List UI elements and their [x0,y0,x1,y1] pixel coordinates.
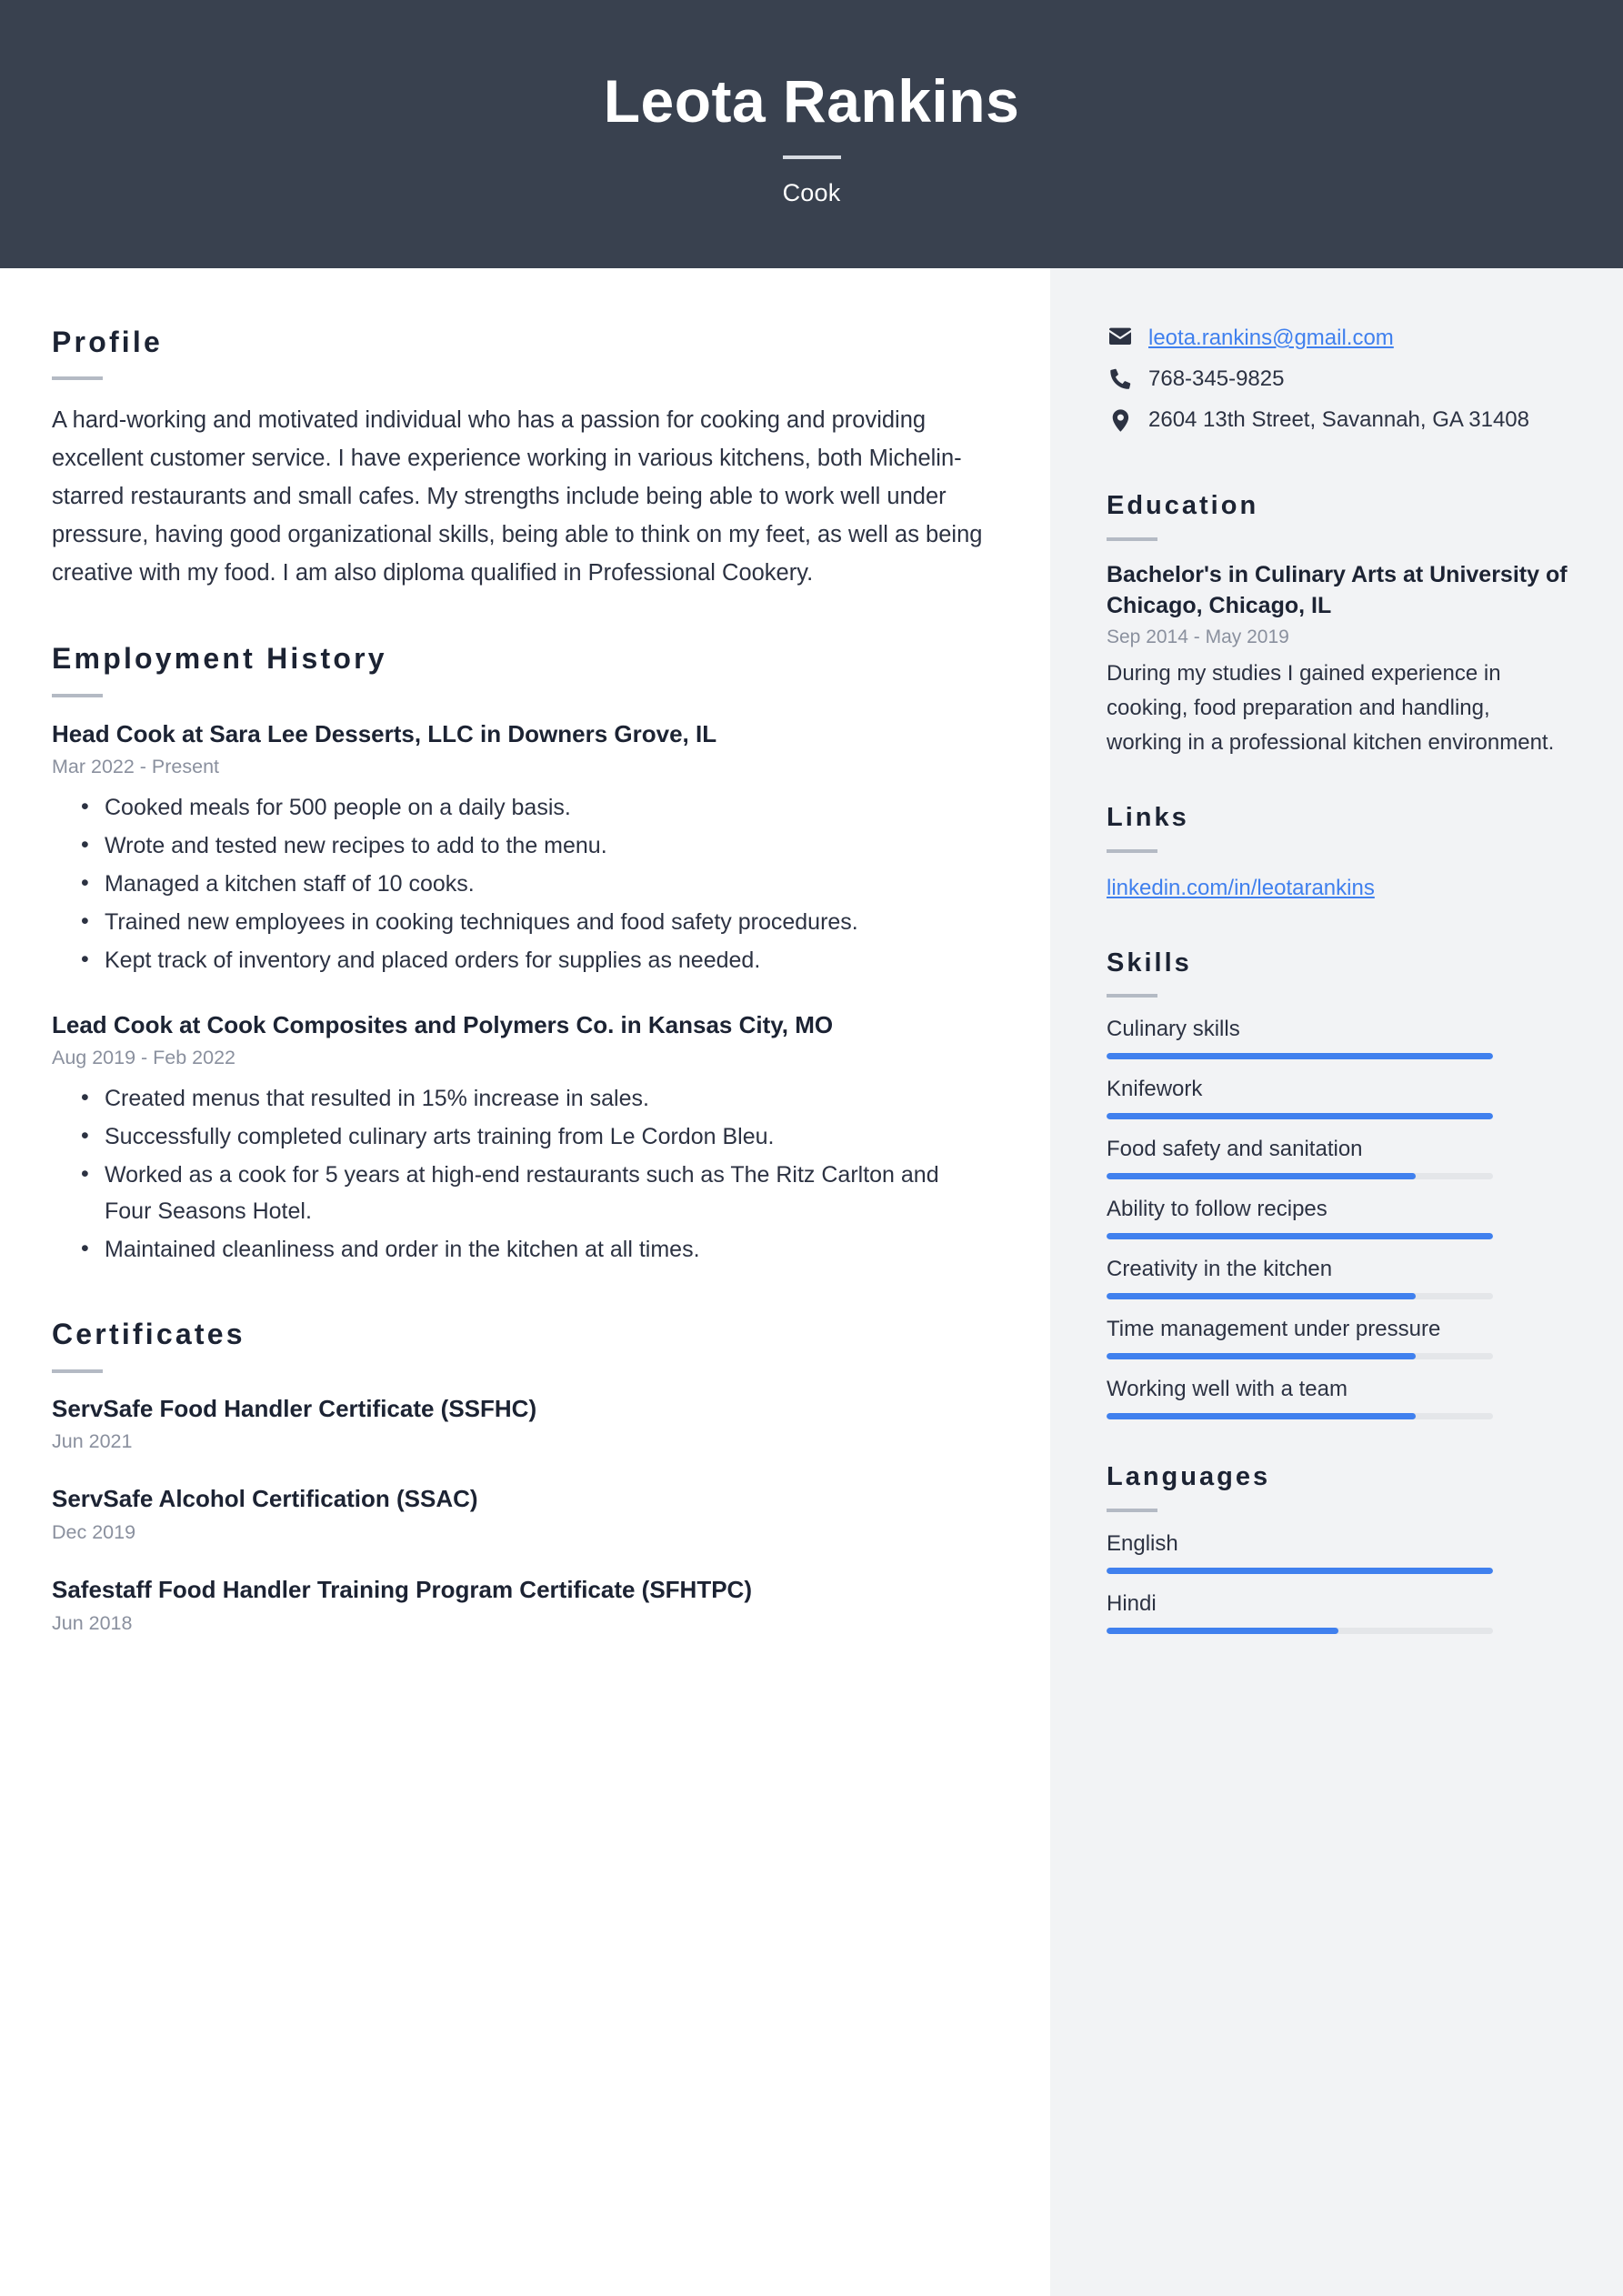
skill-label: Culinary skills [1107,1017,1240,1042]
education-date: Sep 2014 - May 2019 [1107,626,1289,647]
list-item: • Cooked meals for 500 people on a daily basis. [105,789,959,826]
header-job-title: Cook [782,178,841,206]
certificate-entry [52,1484,996,1546]
certificates-heading: Certificates [52,1318,245,1351]
section-languages [1107,1461,1568,1634]
linkedin-link[interactable]: linkedin.com/in/leotarankins [1107,875,1375,900]
email-link[interactable]: leota.rankins@gmail.com [1148,326,1394,350]
profile-heading: Profile [52,326,163,358]
skill-label: Time management under pressure [1107,1317,1441,1342]
address: 2604 13th Street, Savannah, GA 31408 [1148,407,1529,432]
section-divider [1107,537,1157,541]
language-item [1107,1590,1568,1634]
skill-bar-fill [1107,1353,1416,1359]
language-label: English [1107,1531,1178,1557]
job-bullets [52,789,996,978]
contact-phone-row [1107,362,1568,396]
sidebar-column [1050,268,1623,2296]
language-item [1107,1530,1568,1574]
employment-entry [52,718,996,978]
language-bar-fill [1107,1568,1493,1574]
skill-label: Ability to follow recipes [1107,1197,1327,1222]
job-title: Lead Cook at Cook Composites and Polymers Co. in Kansas City, MO [52,1011,834,1039]
skill-bar-track [1107,1113,1493,1119]
language-label: Hindi [1107,1591,1157,1617]
section-education [1107,490,1568,760]
skill-bar-track [1107,1233,1493,1239]
certificate-title: ServSafe Alcohol Certification (SSAC) [52,1485,478,1513]
skill-bar-track [1107,1353,1493,1359]
certificate-title: ServSafe Food Handler Certificate (SSFHC) [52,1394,537,1422]
language-bar-track [1107,1628,1493,1634]
list-item: • Wrote and tested new recipes to add to the menu. [105,827,959,864]
main-column [0,268,1050,2296]
list-item: • Successfully completed culinary arts training from Le Cordon Bleu. [105,1118,959,1155]
certificate-date: Jun 2021 [52,1430,133,1453]
profile-text: A hard-working and motivated individual who has a passion for cooking and providing excellent customer service. I have experience working in various kitchens, both Michelin-starred restaurants and small cafes. My strengths include being able to work well under pressure, having good organizational skills, being able to think on my feet, as well as being creative with my food. I am also diploma qualified in Professional Cookery. [52,407,983,587]
section-divider [52,1369,103,1373]
skill-bar-track [1107,1053,1493,1059]
section-links [1107,802,1568,906]
skill-item [1107,1316,1568,1359]
section-employment-history [52,641,996,1268]
phone-icon [1107,362,1134,389]
certificate-title: Safestaff Food Handler Training Program Certificate (SFHTPC) [52,1576,752,1604]
education-title: Bachelor's in Culinary Arts at University of Chicago, Chicago, IL [1107,561,1568,619]
skill-bar-fill [1107,1113,1493,1119]
skill-item [1107,1196,1568,1239]
languages-heading: Languages [1107,1462,1271,1492]
certificate-entry [52,1394,996,1456]
list-item: • Kept track of inventory and placed orders for supplies as needed. [105,942,959,978]
skill-bar-fill [1107,1233,1493,1239]
employment-heading: Employment History [52,642,387,676]
list-item: • Created menus that resulted in 15% increase in sales. [105,1080,959,1117]
section-certificates [52,1317,996,1637]
page-title: Leota Rankins [603,67,1020,135]
education-description: During my studies I gained experience in cooking, food preparation and handling, working in a professional kitchen environment. [1107,660,1555,755]
links-heading: Links [1107,802,1189,832]
skill-bar-fill [1107,1173,1416,1179]
skill-item [1107,1256,1568,1299]
skill-label: Working well with a team [1107,1377,1347,1402]
section-divider [1107,849,1157,853]
certificate-date: Jun 2018 [52,1611,133,1634]
skill-bar-fill [1107,1293,1416,1299]
resume-body [0,268,1623,2296]
contact-address-row [1107,403,1568,437]
skill-item [1107,1076,1568,1119]
section-profile [52,325,996,592]
skill-bar-track [1107,1413,1493,1419]
envelope-icon [1107,321,1134,346]
skill-bar-track [1107,1173,1493,1179]
skill-bar-fill [1107,1053,1493,1059]
education-heading: Education [1107,491,1259,520]
certificate-entry [52,1575,996,1637]
language-bar-track [1107,1568,1493,1574]
skill-item [1107,1136,1568,1179]
job-bullets [52,1080,996,1268]
job-title: Head Cook at Sara Lee Desserts, LLC in Downers Grove, IL [52,719,717,747]
header-divider [783,155,841,159]
skills-heading: Skills [1107,947,1192,978]
location-pin-icon [1107,403,1134,432]
skill-bar-track [1107,1293,1493,1299]
section-divider [1107,1509,1157,1512]
list-item: • Maintained cleanliness and order in the kitchen at all times. [105,1231,959,1268]
certificate-date: Dec 2019 [52,1521,136,1544]
list-item: • Trained new employees in cooking techniques and food safety procedures. [105,904,959,940]
job-date: Mar 2022 - Present [52,756,220,778]
section-divider [52,694,103,697]
skill-label: Food safety and sanitation [1107,1137,1363,1162]
resume-header [0,0,1623,268]
language-bar-fill [1107,1628,1338,1634]
section-divider [52,376,103,380]
contact-email-row [1107,321,1568,356]
skill-item [1107,1376,1568,1419]
skill-label: Knifework [1107,1077,1203,1102]
skill-label: Creativity in the kitchen [1107,1257,1333,1282]
contact-info [1107,321,1568,437]
skill-item [1107,1016,1568,1059]
phone-number: 768-345-9825 [1148,366,1285,391]
skill-bar-fill [1107,1413,1416,1419]
list-item: • Worked as a cook for 5 years at high-end restaurants such as The Ritz Carlton and Four Seasons Hotel. [105,1157,959,1229]
list-item: • Managed a kitchen staff of 10 cooks. [105,866,959,902]
section-divider [1107,994,1157,998]
employment-entry [52,1009,996,1268]
job-date: Aug 2019 - Feb 2022 [52,1047,236,1069]
section-skills [1107,947,1568,1420]
